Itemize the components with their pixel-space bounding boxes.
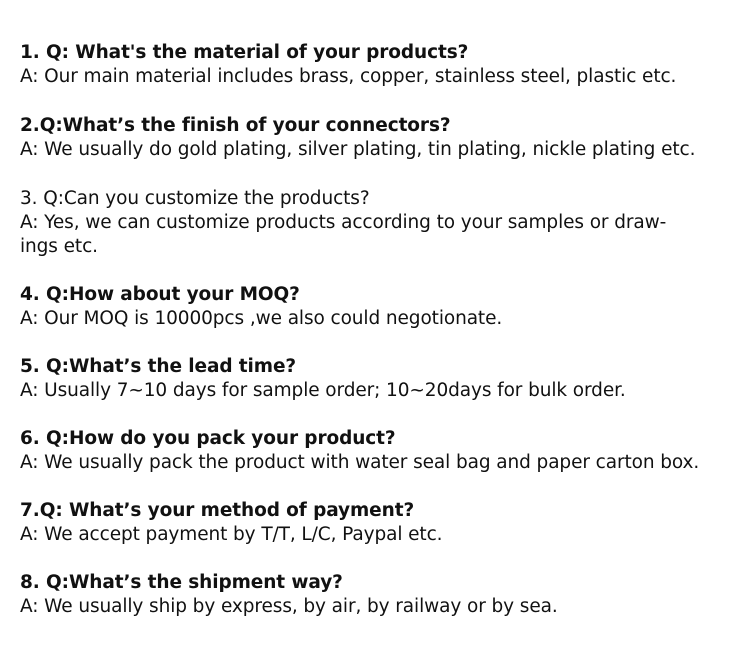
faq-item-1 xyxy=(20,41,735,89)
faq-question: 1. Q: What's the material of your products? xyxy=(20,42,469,63)
faq-question: 6. Q:How do you pack your product? xyxy=(20,428,396,449)
faq-item-5 xyxy=(20,355,735,403)
faq-item-8 xyxy=(20,571,735,619)
faq-question: 4. Q:How about your MOQ? xyxy=(20,284,300,305)
faq-question: 3. Q:Can you customize the products? xyxy=(20,188,370,209)
faq-answer: A: We usually ship by express, by air, by railway or by sea. xyxy=(20,596,558,617)
faq-answer: A: Usually 7~10 days for sample order; 10~20days for bulk order. xyxy=(20,380,626,401)
faq-item-7 xyxy=(20,499,735,547)
faq-answer: A: Our MOQ is 10000pcs ,we also could negotionate. xyxy=(20,308,503,329)
faq-item-4 xyxy=(20,283,735,331)
faq-question: 2.Q:What’s the finish of your connectors? xyxy=(20,115,451,136)
faq-answer-line-2: ings etc. xyxy=(20,236,98,257)
faq-question: 8. Q:What’s the shipment way? xyxy=(20,572,343,593)
faq-item-2 xyxy=(20,114,735,162)
faq-item-3 xyxy=(20,187,735,259)
faq-answer: A: We usually do gold plating, silver plating, tin plating, nickle plating etc. xyxy=(20,139,696,160)
faq-question: 5. Q:What’s the lead time? xyxy=(20,356,297,377)
faq-item-6 xyxy=(20,427,735,475)
faq-answer-line-1: A: Yes, we can customize products according to your samples or draw- xyxy=(20,212,667,233)
faq-answer: A: We accept payment by T/T, L/C, Paypal etc. xyxy=(20,524,443,545)
faq-answer: A: Our main material includes brass, copper, stainless steel, plastic etc. xyxy=(20,66,677,87)
faq-answer: A: We usually pack the product with water seal bag and paper carton box. xyxy=(20,452,700,473)
faq-question: 7.Q: What’s your method of payment? xyxy=(20,500,415,521)
